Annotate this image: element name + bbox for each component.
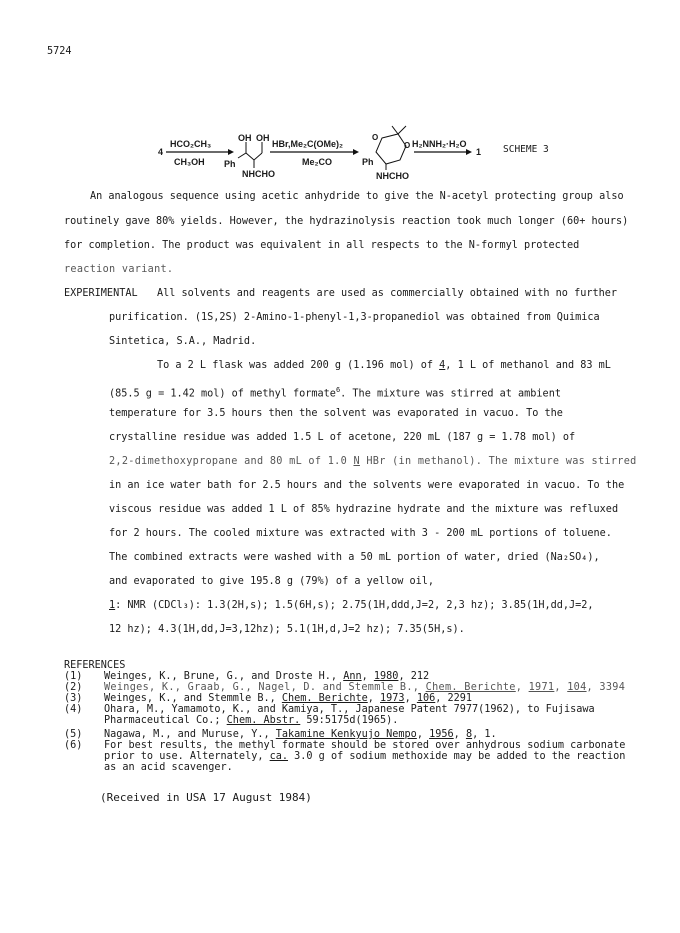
reference-5-num: (5): [64, 729, 83, 740]
reference-6-num: (6): [64, 740, 83, 751]
arrow-head-3: [466, 149, 472, 155]
page-number: 5724: [47, 46, 72, 57]
dioxane-ring: [376, 134, 406, 164]
scheme-start-label: 4: [158, 147, 164, 157]
intermediate-1-skeleton: [238, 153, 262, 160]
reference-5: Nagawa, M., and Muruse, Y., Takamine Kenkyujo Nempo, 1956, 8, 1.: [104, 729, 497, 740]
procedure-line-10: and evaporated to give 195.8 g (79%) of a yellow oil,: [109, 576, 435, 587]
procedure-line-4: crystalline residue was added 1.5 L of acetone, 220 mL (187 g = 1.78 mol) of: [109, 432, 576, 443]
reference-3: Weinges, K., and Stemmle B., Chem. Berichte, 1973, 106, 2291: [104, 693, 473, 704]
references-heading: REFERENCES: [64, 660, 126, 671]
received-date: (Received in USA 17 August 1984): [100, 791, 312, 804]
paragraph-line-1: An analogous sequence using acetic anhydride to give the N-acetyl protecting group also: [90, 191, 624, 202]
procedure-line-5: 2,2-dimethoxypropane and 80 mL of 1.0 N HBr (in methanol). The mixture was stirred: [109, 456, 637, 467]
experimental-line-1: All solvents and reagents are used as commercially obtained with no further: [157, 288, 618, 299]
procedure-line-1: To a 2 L flask was added 200 g (1.196 mol) of 4, 1 L of methanol and 83 mL: [157, 360, 611, 371]
paragraph-line-3: for completion. The product was equivalent in all respects to the N-formyl protected: [64, 240, 580, 251]
reference-6-line-3: as an acid scavenger.: [104, 762, 233, 773]
paragraph-line-4: reaction variant.: [64, 264, 174, 275]
compound-4-ref: 4: [439, 360, 446, 371]
reagent-3-top: H₂NNH₂·H₂O: [412, 139, 467, 149]
dioxane-o-1: O: [372, 133, 379, 142]
reference-1: Weinges, K., Brune, G., and Droste H., Ann, 1980, 212: [104, 671, 430, 682]
arrow-head-2: [353, 149, 359, 155]
procedure-line-6: in an ice water bath for 2.5 hours and the solvents were evaporated in vacuo. To the: [109, 480, 625, 491]
intermediate-1-oh-2: OH: [256, 133, 270, 143]
reference-6-line-1: For best results, the methyl formate should be stored over anhydrous sodium carbonate: [104, 740, 626, 751]
nmr-line-1: 1: NMR (CDCl₃): 1.3(2H,s); 1.5(6H,s); 2.75(1H,ddd,J=2, 2,3 hz); 3.85(1H,dd,J=2,: [109, 600, 594, 611]
reference-4-line-1: Ohara, M., Yamamoto, K., and Kamiya, T., Japanese Patent 7977(1962), to Fujisawa: [104, 704, 595, 715]
scheme-product-label: 1: [476, 147, 482, 157]
nmr-line-2: 12 hz); 4.3(1H,dd,J=3,12hz); 5.1(1H,d,J=2 hz); 7.35(5H,s).: [109, 624, 465, 635]
paragraph-line-2: routinely gave 80% yields. However, the hydrazinolysis reaction took much longer (60+ hours): [64, 216, 629, 227]
procedure-line-3: temperature for 3.5 hours then the solvent was evaporated in vacuo. To the: [109, 408, 563, 419]
dioxane-o-2: O: [404, 141, 411, 150]
reaction-scheme: [150, 120, 570, 182]
reference-3-num: (3): [64, 693, 83, 704]
experimental-line-2: purification. (1S,2S) 2-Amino-1-phenyl-1,3-propanediol was obtained from Quimica: [109, 312, 600, 323]
intermediate-1-nhcho: NHCHO: [242, 169, 275, 179]
reference-6-line-2: prior to use. Alternately, ca. 3.0 g of sodium methoxide may be added to the reaction: [104, 751, 626, 762]
reference-1-num: (1): [64, 671, 83, 682]
compound-1-ref: 1: [109, 600, 116, 611]
procedure-line-8: for 2 hours. The cooled mixture was extracted with 3 - 200 mL portions of toluene.: [109, 528, 612, 539]
intermediate-1-ph: Ph: [224, 159, 236, 169]
footnote-6-ref: 6: [335, 386, 341, 394]
reagent-1-top: HCO₂CH₃: [170, 139, 212, 149]
intermediate-1-oh-1: OH: [238, 133, 252, 143]
reference-4-line-2: Pharmaceutical Co.; Chem. Abstr. 59:5175d(1965).: [104, 715, 399, 726]
procedure-line-9: The combined extracts were washed with a 50 mL portion of water, dried (Na₂SO₄),: [109, 552, 600, 563]
experimental-line-3: Sintetica, S.A., Madrid.: [109, 336, 257, 347]
arrow-head-1: [228, 149, 234, 155]
experimental-heading: EXPERIMENTAL: [64, 288, 138, 299]
procedure-line-2: (85.5 g = 1.42 mol) of methyl formate$^6$. The mixture was stirred at ambient: [109, 386, 561, 400]
reagent-1-bottom: CH₃OH: [174, 157, 205, 167]
reagent-2-top: HBr,Me₂C(OMe)₂: [272, 139, 344, 149]
reference-2-num: (2): [64, 682, 83, 693]
reference-4-num: (4): [64, 704, 83, 715]
intermediate-2-nhcho: NHCHO: [376, 171, 409, 181]
reagent-2-bottom: Me₂CO: [302, 157, 333, 167]
scheme-label: SCHEME 3: [503, 144, 549, 155]
procedure-line-7: viscous residue was added 1 L of 85% hydrazine hydrate and the mixture was refluxed: [109, 504, 619, 515]
intermediate-2-ph: Ph: [362, 157, 374, 167]
reference-2: Weinges, K., Graab, G., Nagel, D. and Stemmle B., Chem. Berichte, 1971, 104, 3394: [104, 682, 626, 693]
